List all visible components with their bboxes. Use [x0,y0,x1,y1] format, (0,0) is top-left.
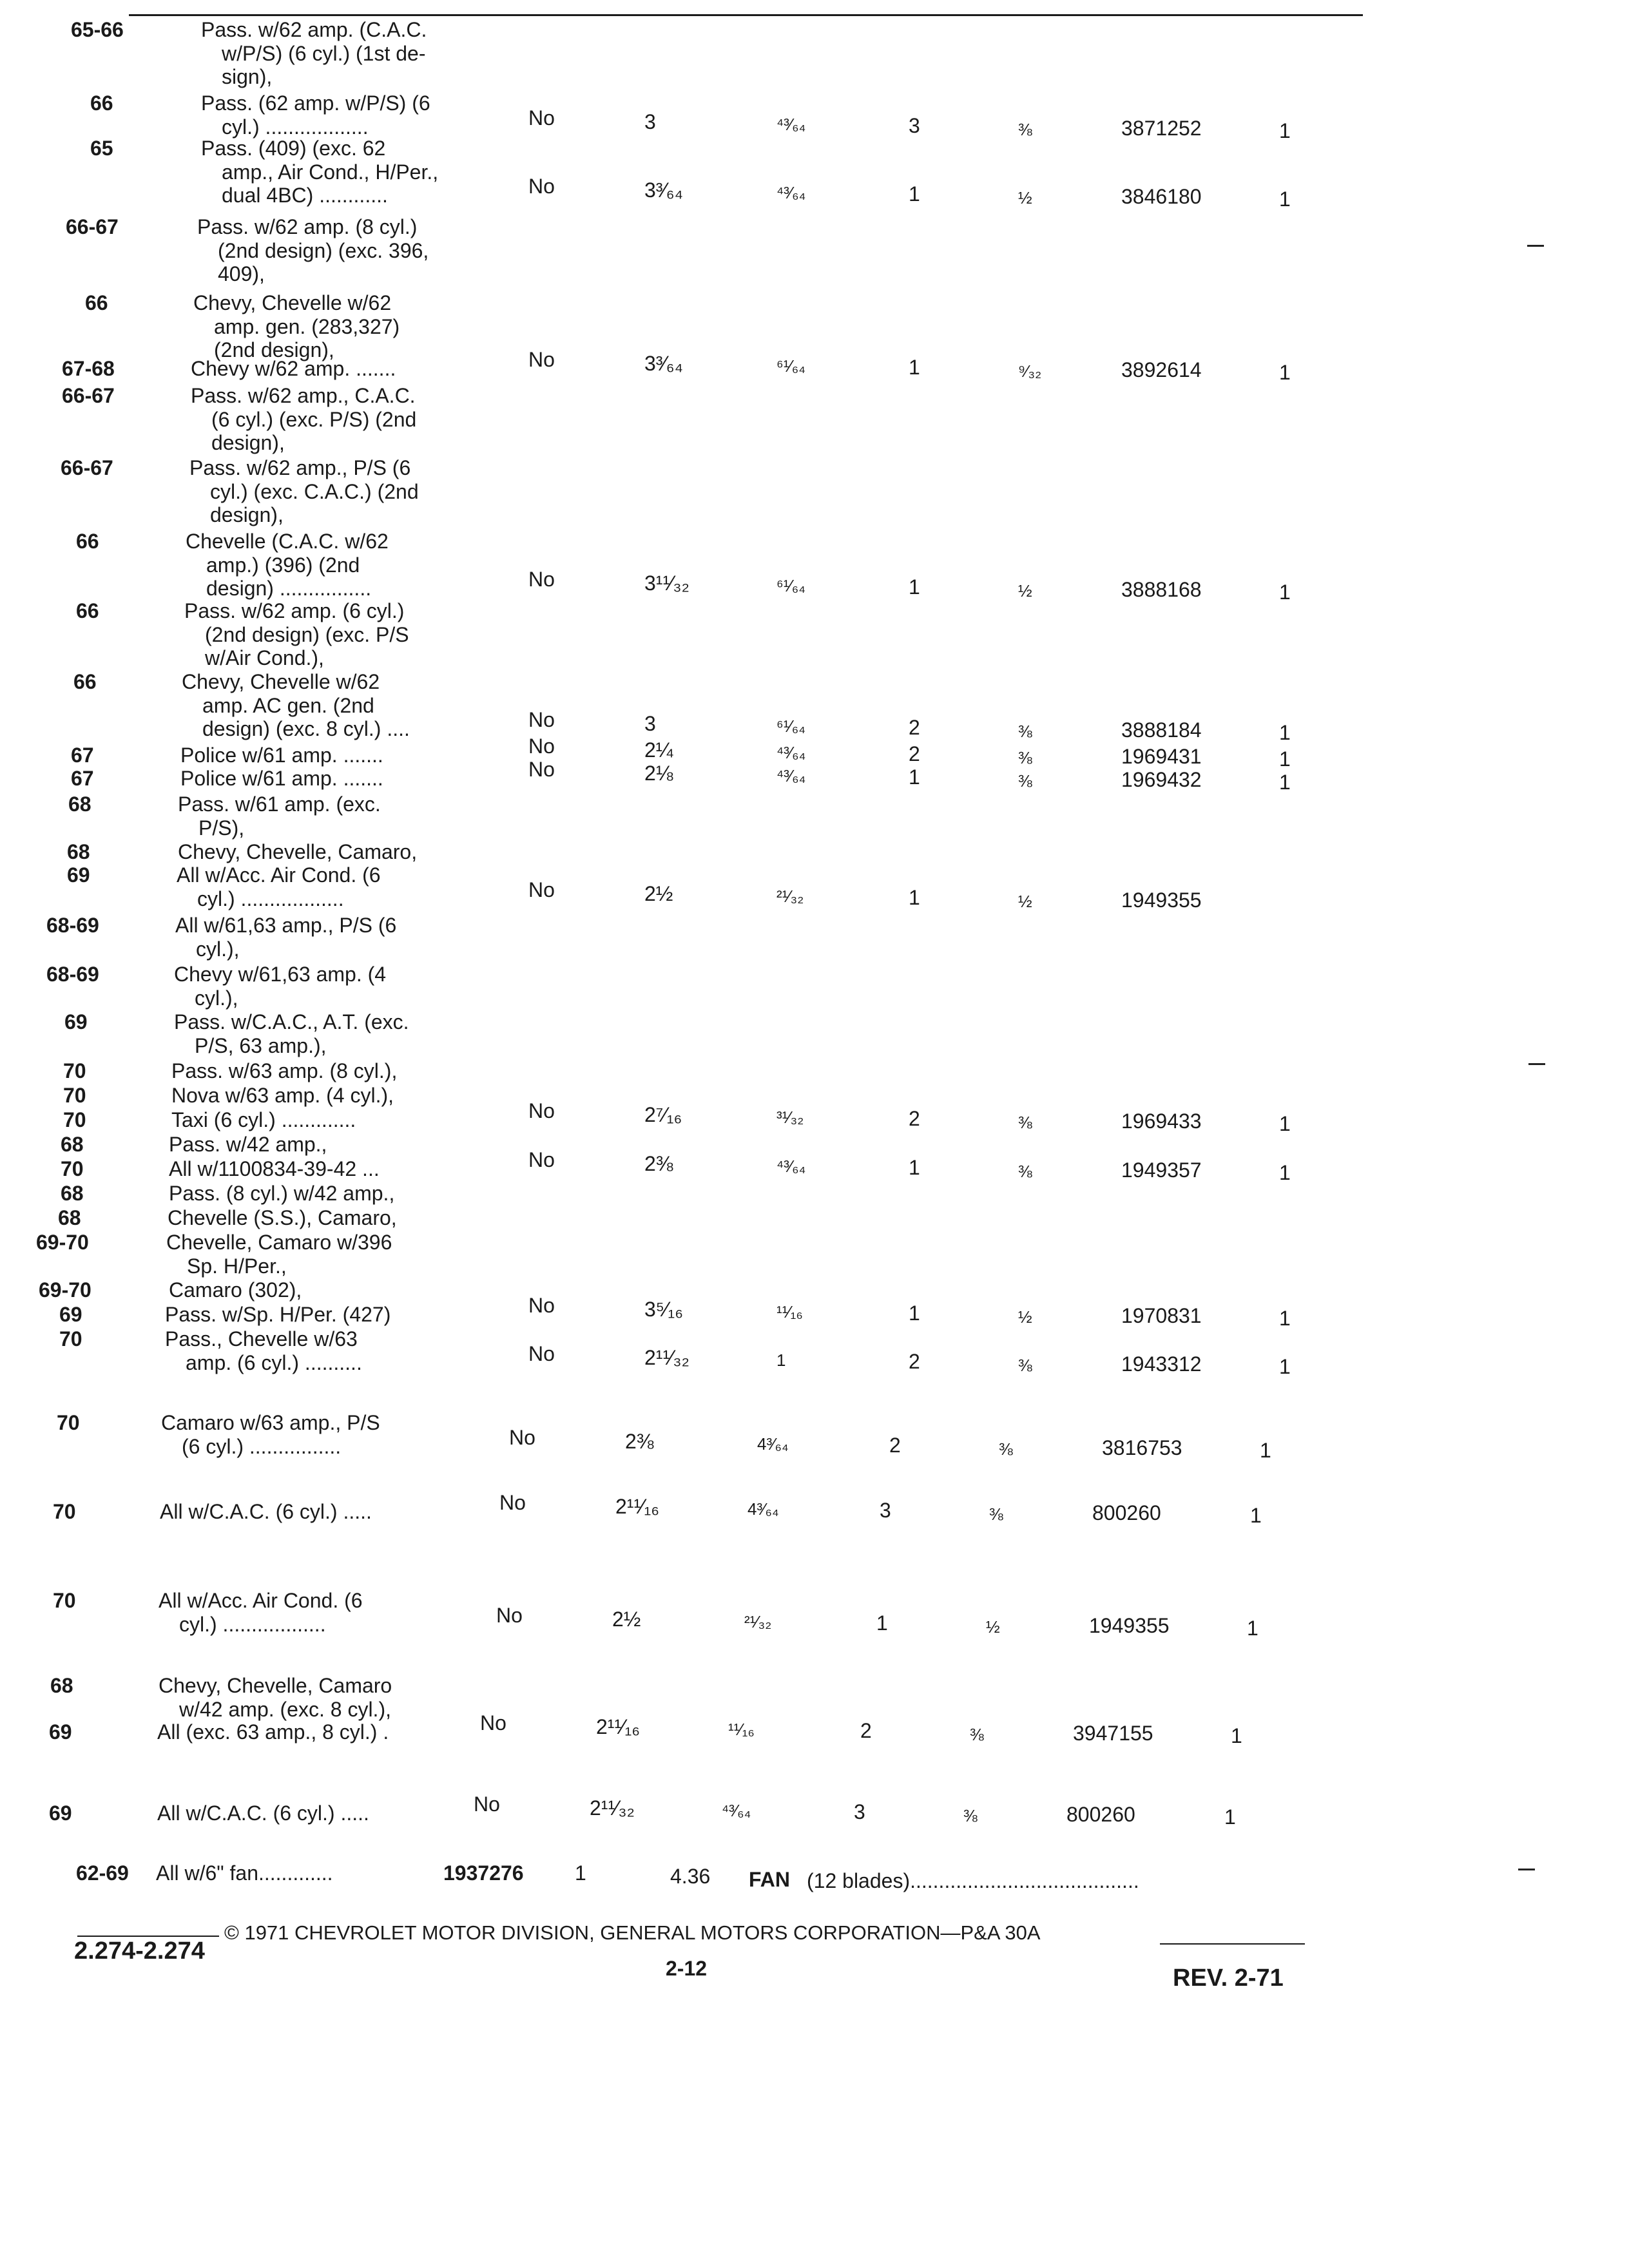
spec-c2: ²¹⁄₃₂ [744,1611,772,1631]
spec-c2: ¹¹⁄₁₆ [728,1720,755,1739]
entry-years: 68 [50,1674,73,1697]
entry-description-line: design) (exc. 8 cyl.) .... [202,717,410,740]
entry-description-line: Chevy w/62 amp. ....... [191,357,396,380]
entry-description-line: Nova w/63 amp. (4 cyl.), [171,1084,394,1107]
spec-part: 1969432 [1121,768,1202,791]
spec-part: 1969433 [1121,1110,1202,1133]
entry-years: 70 [57,1411,80,1434]
spec-c1: 2¹¹⁄₃₂ [644,1345,689,1369]
entry-description-line: Chevy w/61,63 amp. (4 [174,963,387,986]
spec-qty: 1 [1260,1438,1271,1462]
spec-part: 1949355 [1121,888,1202,912]
spec-c1: 2¹¹⁄₁₆ [596,1715,641,1738]
spec-c4: ⅜ [1018,1355,1032,1375]
spec-c2: 1 [776,1350,786,1370]
entry-description-line: Pass., Chevelle w/63 [165,1327,358,1350]
spec-flag: No [509,1425,535,1449]
footer-copyright: © 1971 CHEVROLET MOTOR DIVISION, GENERAL MOTORS CORPORATION—P&A 30A [224,1921,1041,1944]
spec-c3: 2 [909,1349,920,1373]
entry-years: 69 [67,863,90,887]
entry-years: 68-69 [46,963,99,986]
entry-years: 70 [53,1589,76,1612]
entry-description-line: All w/1100834-39-42 ... [169,1157,380,1180]
spec-qty: 1 [1224,1805,1236,1829]
spec-c1: 2½ [612,1607,641,1631]
entry-description-line: cyl.) .................. [179,1612,326,1636]
spec-qty: 1 [1247,1616,1258,1640]
entry-years: 70 [61,1157,84,1180]
entry-description-line: cyl.) .................. [222,115,369,139]
footer-page-number: 2-12 [666,1957,708,1980]
entry-years: 70 [59,1327,82,1350]
spec-part: 3888184 [1121,718,1202,742]
spec-c4: ½ [1018,188,1032,207]
spec-flag: No [528,758,555,781]
entry-years: 70 [53,1500,76,1523]
entry-description-line: Pass. w/61 amp. (exc. [178,793,381,816]
entry-description-line: Chevelle (C.A.C. w/62 [186,530,389,553]
entry-years: 69 [49,1802,72,1825]
entry-years: 66-67 [61,456,113,479]
spec-c4: ½ [986,1617,1000,1637]
spec-flag: No [528,106,555,130]
top-rule [129,14,1363,16]
spec-c2: ⁴³⁄₆₄ [776,1157,806,1176]
entry-years: 69 [59,1303,82,1326]
entry-description-line: Chevelle, Camaro w/396 [166,1231,392,1254]
entry-years: 68 [61,1182,84,1205]
spec-flag: No [528,735,555,758]
entry-description-line: Pass. w/62 amp. (6 cyl.) [184,599,405,622]
entry-description-line: All w/Acc. Air Cond. (6 [177,863,381,887]
spec-c4: ½ [1018,891,1032,911]
spec-c3: 2 [909,716,920,739]
entry-years: 69 [49,1720,72,1744]
spec-c2: ⁴³⁄₆₄ [776,766,806,785]
spec-c4: ⅜ [1018,1162,1032,1181]
spec-c2: ⁴³⁄₆₄ [722,1801,751,1820]
spec-c4: ⅜ [989,1504,1003,1524]
entry-description-line: (6 cyl.) ................ [182,1434,342,1458]
spec-c1: 3³⁄₆₄ [644,352,683,375]
spec-c3: 1 [909,1156,920,1179]
entry-description-line: (2nd design) (exc. P/S [205,622,409,646]
entry-description-line: Camaro (302), [169,1278,302,1302]
spec-c4: ⅜ [970,1725,984,1744]
spec-c1: 3⁵⁄₁₆ [644,1298,684,1321]
spec-c4: ⅜ [1018,748,1032,767]
entry-description-line: All w/Acc. Air Cond. (6 [159,1589,363,1612]
entry-description-line: Pass. w/62 amp., P/S (6 [189,456,411,479]
spec-c1: 3¹¹⁄₃₂ [644,572,689,595]
entry-years: 65 [90,137,113,160]
fan-heading: FAN [749,1868,790,1891]
entry-description-line: Pass. w/42 amp., [169,1133,327,1156]
spec-c4: ⅜ [1018,722,1032,741]
spec-c3: 1 [909,575,920,599]
entry-description-line: Police w/61 amp. ....... [180,767,383,790]
spec-c2: ⁴³⁄₆₄ [776,743,806,762]
footer-section-number: 2.274-2.274 [74,1937,205,1965]
spec-c1: 2½ [644,881,673,905]
spec-flag: No [528,175,555,198]
spec-c1: 2¹¹⁄₃₂ [590,1796,635,1820]
entry-description-line: Taxi (6 cyl.) ............. [171,1108,356,1131]
spec-c3: 1 [909,885,920,909]
spec-flag: No [528,1148,555,1171]
spec-part: 1970831 [1121,1304,1202,1327]
entry-years: 69 [64,1010,88,1033]
spec-c4: ½ [1018,581,1032,601]
spec-c2: ⁴³⁄₆₄ [776,114,806,134]
spec-c1: 2⁷⁄₁₆ [644,1103,682,1126]
entry-description-line: Pass. w/62 amp., C.A.C. [191,384,416,407]
spec-c2: ⁶¹⁄₆₄ [776,716,805,736]
spec-flag: No [480,1711,506,1735]
entry-description-line: (2nd design) (exc. 396, [218,238,429,262]
spec-flag: No [528,708,555,731]
entry-years: 68 [68,793,92,816]
entry-description-line: 409), [218,262,265,285]
footer-right-rule [1160,1943,1305,1945]
spec-qty: 1 [1279,1354,1291,1378]
entry-description-line: design), [211,431,285,454]
entry-description-line: amp. gen. (283,327) [214,314,400,338]
spec-flag: No [528,1294,555,1317]
entry-description-line: Chevy, Chevelle, Camaro [159,1674,392,1697]
spec-c4: ⅜ [1018,119,1032,139]
margin-mark [1518,1869,1535,1870]
spec-c3: 2 [889,1433,901,1457]
entry-description-line: Camaro w/63 amp., P/S [161,1411,380,1434]
spec-part: 3892614 [1121,358,1202,381]
entry-years: 67 [71,744,94,767]
spec-qty: 1 [1250,1504,1262,1527]
entry-years: 65-66 [71,18,124,41]
spec-part: 1949357 [1121,1158,1202,1182]
entry-years: 67 [71,767,94,790]
entry-years: 70 [63,1108,86,1131]
entry-description-line: Pass. w/63 amp. (8 cyl.), [171,1059,398,1082]
entry-description-line: All w/C.A.C. (6 cyl.) ..... [160,1500,372,1523]
entry-description-line: dual 4BC) ............ [222,184,388,207]
fan-heading-note: (12 blades)........................................ [807,1869,1139,1892]
entry-years: 66 [73,670,97,693]
spec-flag: No [474,1792,500,1816]
spec-c1: 2¼ [644,738,673,762]
spec-part: 3816753 [1102,1436,1182,1459]
fan-price: 4.36 [670,1865,711,1888]
spec-c3: 1 [909,356,920,379]
spec-c2: ⁴³⁄₆₄ [776,183,806,202]
entry-description-line: amp.) (396) (2nd [206,553,360,577]
entry-years: 68 [67,840,90,863]
spec-c3: 2 [909,742,920,765]
fan-years: 62-69 [76,1861,129,1885]
entry-years: 66-67 [66,215,119,238]
entry-description-line: P/S), [198,816,245,840]
spec-part: 3871252 [1121,116,1202,140]
spec-qty: 1 [1279,721,1291,744]
entry-description-line: amp., Air Cond., H/Per., [222,160,439,184]
footer-revision: REV. 2-71 [1173,1965,1284,1992]
spec-c3: 1 [909,182,920,206]
margin-mark [1527,245,1544,247]
spec-part: 1949355 [1089,1613,1170,1637]
entry-description-line: All (exc. 63 amp., 8 cyl.) . [157,1720,389,1744]
entry-years: 67-68 [62,357,115,380]
spec-c2: ⁶¹⁄₆₄ [776,356,805,376]
spec-c3: 1 [876,1611,888,1635]
entry-years: 66 [76,530,99,553]
entry-description-line: sign), [222,65,273,88]
spec-qty: 1 [1279,1112,1291,1135]
spec-qty: 1 [1279,581,1291,604]
entry-description-line: design), [210,503,284,526]
entry-years: 70 [63,1059,86,1082]
entry-years: 66 [76,599,99,622]
entry-description-line: Pass. w/C.A.C., A.T. (exc. [174,1010,409,1033]
entry-description-line: Chevy, Chevelle w/62 [182,670,380,693]
entry-years: 66 [85,291,108,314]
spec-qty: 1 [1279,187,1291,211]
spec-c2: 4³⁄₆₄ [757,1434,789,1454]
entry-description-line: (6 cyl.) (exc. P/S) (2nd [211,407,417,431]
entry-description-line: Pass. w/62 amp. (C.A.C. [201,18,427,41]
spec-part: 800260 [1092,1501,1161,1524]
fan-part-number: 1937276 [443,1861,524,1885]
entry-description-line: w/Air Cond.), [205,646,324,669]
entry-description-line: w/42 amp. (exc. 8 cyl.), [179,1697,391,1721]
entry-description-line: Pass. (8 cyl.) w/42 amp., [169,1182,395,1205]
spec-c1: 2⅜ [644,1152,673,1175]
entry-years: 68 [58,1206,81,1229]
entry-years: 69-70 [39,1278,92,1302]
margin-mark [1528,1063,1545,1065]
entry-description-line: w/P/S) (6 cyl.) (1st de- [222,41,426,65]
entry-description-line: (2nd design), [214,338,334,361]
entry-description-line: Chevy, Chevelle, Camaro, [178,840,418,863]
entry-years: 69-70 [36,1231,89,1254]
spec-qty: 1 [1279,119,1291,142]
spec-qty: 1 [1279,361,1291,384]
entry-description-line: Police w/61 amp. ....... [180,744,383,767]
entry-years: 68-69 [46,914,99,937]
entry-description-line: Chevy, Chevelle w/62 [193,291,392,314]
entry-description-line: All w/C.A.C. (6 cyl.) ..... [157,1802,369,1825]
fan-quantity: 1 [575,1861,586,1885]
footer-left-rule [77,1936,219,1937]
spec-qty: 1 [1279,771,1291,794]
spec-c4: ⅜ [1018,1113,1032,1132]
entry-description-line: All w/61,63 amp., P/S (6 [175,914,397,937]
spec-part: 1943312 [1121,1352,1202,1376]
spec-flag: No [496,1603,523,1627]
entry-description-line: cyl.), [195,986,238,1010]
entry-description-line: Chevelle (S.S.), Camaro, [168,1206,397,1229]
spec-c3: 1 [909,765,920,789]
entry-years: 66 [90,91,113,115]
spec-c1: 2⅜ [625,1429,654,1453]
spec-c4: ½ [1018,1307,1032,1327]
spec-flag: No [499,1491,526,1514]
spec-c3: 3 [880,1499,891,1522]
spec-c4: ⅜ [963,1806,978,1825]
spec-flag: No [528,878,555,901]
entry-description-line: Pass. (409) (exc. 62 [201,137,386,160]
spec-c3: 1 [909,1302,920,1325]
spec-qty: 1 [1279,1307,1291,1330]
spec-c4: ⁹⁄₃₂ [1018,361,1042,381]
entry-description-line: amp. (6 cyl.) .......... [186,1350,362,1374]
spec-qty: 1 [1231,1724,1242,1747]
spec-flag: No [528,1099,555,1122]
spec-c2: ³¹⁄₃₂ [776,1108,804,1127]
spec-part: 3846180 [1121,185,1202,208]
entry-years: 70 [63,1084,86,1107]
spec-c3: 2 [909,1107,920,1130]
spec-c1: 3 [644,712,656,735]
spec-c1: 3 [644,110,656,133]
entry-description-line: design) ................ [206,577,372,600]
spec-part: 800260 [1066,1803,1135,1826]
spec-part: 1969431 [1121,745,1202,768]
spec-flag: No [528,348,555,371]
spec-part: 3888168 [1121,578,1202,601]
entry-description-line: Sp. H/Per., [187,1254,287,1278]
spec-part: 3947155 [1073,1722,1153,1745]
spec-c2: ¹¹⁄₁₆ [776,1302,803,1321]
entry-description-line: P/S, 63 amp.), [195,1033,327,1057]
entry-description-line: Pass. (62 amp. w/P/S) (6 [201,91,430,115]
spec-qty: 1 [1279,1161,1291,1184]
spec-c1: 2¹¹⁄₁₆ [615,1495,660,1518]
fan-description: All w/6" fan............. [156,1861,333,1885]
spec-c2: 4³⁄₆₄ [747,1499,779,1519]
spec-c3: 3 [909,113,920,137]
entry-years: 66-67 [62,384,115,407]
spec-flag: No [528,1341,555,1365]
entry-description-line: Pass. w/Sp. H/Per. (427) [165,1303,391,1326]
entry-description-line: cyl.), [196,937,240,961]
entry-years: 68 [61,1133,84,1156]
spec-qty: 1 [1279,747,1291,771]
spec-c2: ²¹⁄₃₂ [776,886,804,906]
entry-description-line: amp. AC gen. (2nd [202,693,374,717]
spec-c4: ⅜ [1018,771,1032,791]
spec-c3: 2 [860,1719,872,1742]
entry-description-line: cyl.) (exc. C.A.C.) (2nd [210,479,419,503]
spec-flag: No [528,568,555,591]
spec-c1: 2⅛ [644,762,673,785]
entry-description-line: Pass. w/62 amp. (8 cyl.) [197,215,418,238]
spec-c1: 3³⁄₆₄ [644,178,683,202]
spec-c3: 3 [854,1800,865,1823]
spec-c4: ⅜ [999,1439,1013,1459]
entry-description-line: cyl.) .................. [197,887,344,910]
spec-c2: ⁶¹⁄₆₄ [776,576,805,595]
